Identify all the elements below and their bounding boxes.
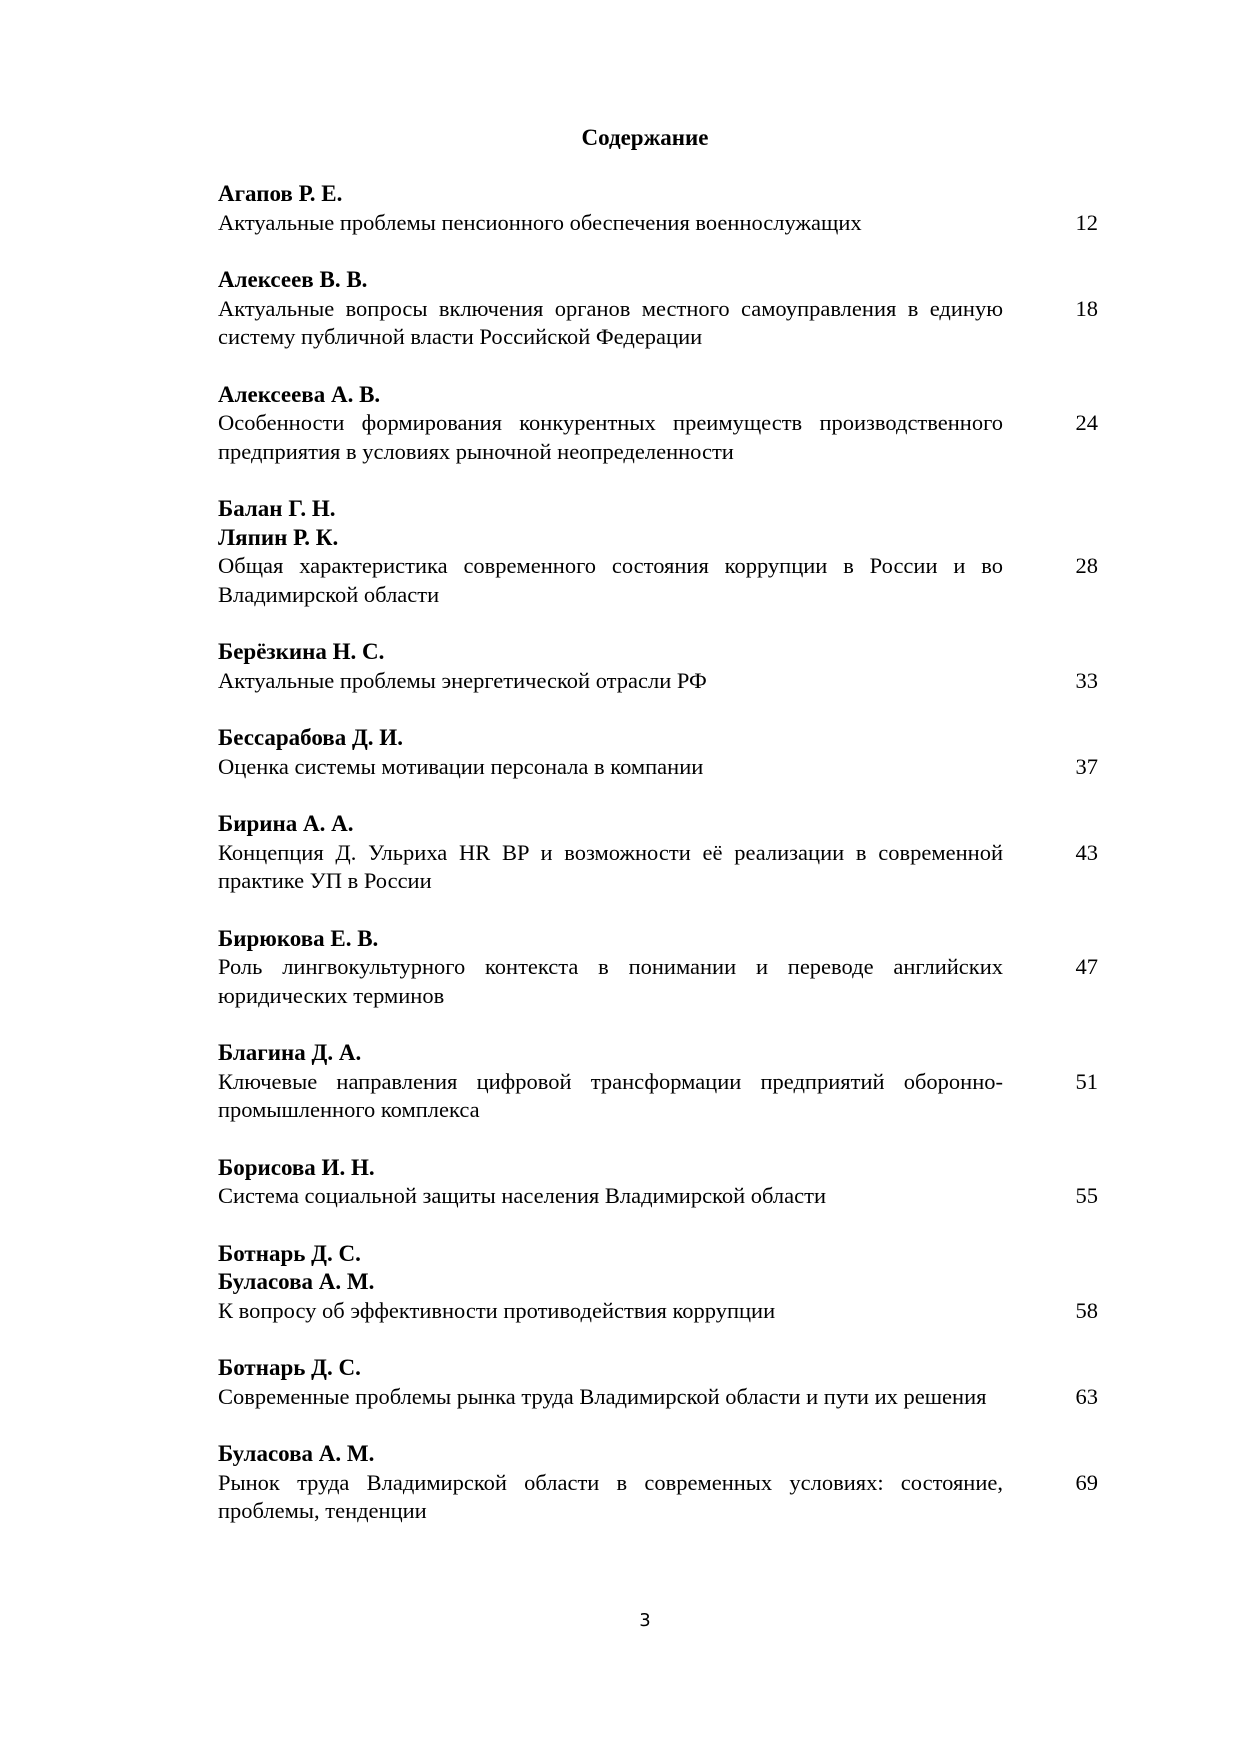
toc-entry: [218, 266, 1098, 352]
toc-entry-row: [218, 1383, 1098, 1412]
toc-entry-author: Буласова А. М.: [218, 1441, 375, 1466]
toc-entry: [218, 1240, 1098, 1326]
toc-entry-title: Система социальной защиты населения Владимирской области: [218, 1183, 827, 1208]
toc-entry-title: Особенности формирования конкурентных преимуществ производственного предприятия в условиях рыночной неопределенности: [218, 410, 1003, 464]
toc-entry-author: Агапов Р. Е.: [218, 181, 343, 206]
toc-entry: [218, 925, 1098, 1011]
toc-entry-page: 43: [1075, 839, 1098, 865]
toc-entry: [218, 638, 1098, 695]
page-number: 3: [639, 1610, 651, 1631]
toc-entry-row: [218, 953, 1098, 1010]
toc-entry-page: 37: [1075, 753, 1098, 779]
toc-entry-page: 58: [1075, 1297, 1098, 1323]
toc-entry: [218, 1440, 1098, 1526]
toc-entry-author: Алексеева А. В.: [218, 381, 381, 407]
toc-entry-row: [218, 1469, 1098, 1526]
toc-entry-row: [218, 1182, 1098, 1211]
toc-entry: [218, 180, 1098, 237]
toc-entry-row: [218, 1068, 1098, 1125]
toc-entry-author: Борисова И. Н.: [218, 1154, 375, 1180]
page-title: Содержание: [581, 125, 709, 150]
toc-entry-row: [218, 1297, 1098, 1326]
toc-entry-title: Актуальные проблемы пенсионного обеспечения военнослужащих: [218, 209, 862, 235]
toc-entry-row: [218, 839, 1098, 896]
toc-entry-title: Ключевые направления цифровой трансформации предприятий оборонно-промышленного комплекса: [218, 1068, 1003, 1122]
toc-entry-page: 69: [1075, 1469, 1098, 1495]
toc-entry: [218, 381, 1098, 467]
toc-entry-row: [218, 409, 1098, 466]
toc-entry: [218, 724, 1098, 781]
toc-entry-title: Современные проблемы рынка труда Владимирской области и пути их решения: [218, 1383, 987, 1409]
toc-entry-author: Ботнарь Д. С.: [218, 1355, 361, 1380]
toc-entry-row: [218, 667, 1098, 696]
toc-entry-page: 24: [1075, 410, 1098, 435]
table-of-contents: [218, 180, 1098, 1555]
toc-entry-page: 63: [1075, 1383, 1098, 1409]
toc-entry-author: Ботнарь Д. С.: [218, 1240, 361, 1266]
toc-entry-title: Концепция Д. Ульриха HR BP и возможности её реализации в современной практике УП в России: [218, 839, 1003, 893]
toc-entry-row: [218, 753, 1098, 782]
toc-entry-page: 55: [1075, 1183, 1098, 1208]
toc-entry-title: Актуальные вопросы включения органов местного самоуправления в единую систему публичной власти Российской Федерации: [218, 295, 1003, 349]
toc-entry: [218, 810, 1098, 896]
toc-entry-author: Берёзкина Н. С.: [218, 639, 385, 664]
toc-entry-page: 51: [1075, 1068, 1098, 1094]
toc-entry-page: 18: [1075, 295, 1098, 321]
toc-entry-title: К вопросу об эффективности противодействия коррупции: [218, 1297, 776, 1323]
toc-entry-title: Оценка системы мотивации персонала в компании: [218, 753, 704, 779]
toc-entry-page: 28: [1075, 553, 1098, 578]
toc-entry-author: Благина Д. А.: [218, 1040, 362, 1065]
toc-entry-author: Балан Г. Н.: [218, 496, 336, 521]
toc-entry-author: Бирина А. А.: [218, 811, 354, 836]
toc-entry-title: Актуальные проблемы энергетической отрасли РФ: [218, 667, 707, 693]
toc-entry-title: Общая характеристика современного состояния коррупции в России и во Владимирской области: [218, 553, 1003, 607]
toc-entry-title: Роль лингвокультурного контекста в понимании и переводе английских юридических терминов: [218, 954, 1003, 1008]
toc-entry-row: [218, 295, 1098, 352]
toc-entry: [218, 1154, 1098, 1211]
toc-entry-title: Рынок труда Владимирской области в современных условиях: состояние, проблемы, тенденции: [218, 1469, 1003, 1523]
toc-entry-row: [218, 552, 1098, 609]
toc-entry-author: Ляпин Р. К.: [218, 524, 339, 550]
toc-entry-row: [218, 209, 1098, 238]
toc-entry-page: 47: [1075, 954, 1098, 979]
toc-entry-page: 12: [1075, 209, 1098, 235]
toc-entry-author: Бирюкова Е. В.: [218, 925, 379, 951]
toc-entry: [218, 495, 1098, 609]
toc-entry-page: 33: [1075, 667, 1098, 693]
toc-entry: [218, 1354, 1098, 1411]
toc-entry: [218, 1039, 1098, 1125]
toc-entry-author: Бессарабова Д. И.: [218, 725, 403, 750]
toc-entry-author: Алексеев В. В.: [218, 267, 368, 292]
toc-entry-author: Буласова А. М.: [218, 1269, 375, 1294]
